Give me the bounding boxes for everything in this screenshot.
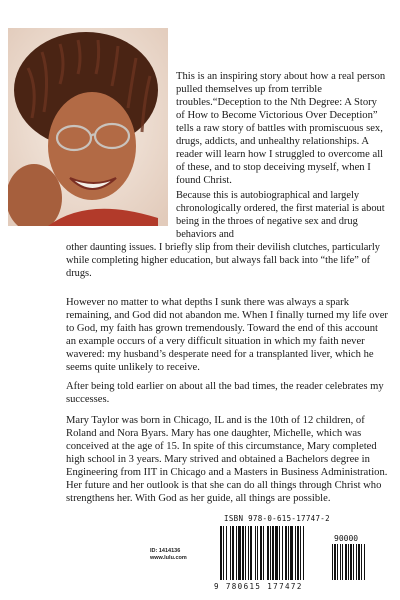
price-addon-bar (332, 544, 333, 580)
price-addon-bar (340, 544, 341, 580)
barcode-bar (248, 526, 249, 580)
publisher-id-number: ID: 1414136 (150, 548, 181, 554)
chronology-paragraph-rest: other daunting issues. I briefly slip from their devilish clutches, particularly while completing higher education, but always fall back into “the life” of drugs. (66, 242, 380, 279)
barcode-bar (250, 526, 252, 580)
barcode-bar (257, 526, 258, 580)
barcode-bar (270, 526, 271, 580)
chronology-paragraph (66, 189, 390, 280)
barcode-bar (285, 526, 287, 580)
barcode-bar (275, 526, 278, 580)
price-addon-bar (364, 544, 365, 580)
barcode-bar (242, 526, 244, 580)
price-addon-bar (348, 544, 349, 580)
isbn-barcode (208, 514, 392, 594)
price-addon-bar (342, 544, 343, 580)
barcode-bar (290, 526, 293, 580)
chronology-paragraph-lead: Because this is autobiographical and largely chronologically ordered, the first material is about being in the throes of negative sex and drug behaviors and (176, 190, 385, 240)
barcode-bar (260, 526, 262, 580)
barcode-bar (303, 526, 304, 580)
barcode-bar (263, 526, 264, 580)
intro-paragraph: This is an inspiring story about how a real person pulled themselves up from terrible troubles.“Deception to the Nth Degree: A Story of How to Become Victorious Over Deception” tells a raw story of battles with promiscuous sex, drugs, addicts, and unhealthy relationships. A reader will learn how I struggled to overcome all of these, and to stop deceiving myself, when I found Christ. (176, 71, 386, 186)
price-addon-bar (334, 544, 336, 580)
barcode-bar (238, 526, 241, 580)
barcode-bar (279, 526, 280, 580)
barcode-bar (230, 526, 231, 580)
barcode-bar (272, 526, 274, 580)
publisher-id (150, 548, 210, 562)
barcode-bar (288, 526, 289, 580)
barcode-bar (223, 526, 224, 580)
price-addon-bar (358, 544, 360, 580)
barcode-bar (295, 526, 296, 580)
ean-digits: 9 780615 177472 (214, 582, 303, 591)
price-addon-bar (353, 544, 354, 580)
price-code: 90000 (334, 534, 359, 543)
publisher-website: www.lulu.com (150, 555, 187, 561)
barcode-bar (267, 526, 269, 580)
author-bio-paragraph: Mary Taylor was born in Chicago, IL and is the 10th of 12 children, of Roland and Nora Byars. Mary has one daughter, Michelle, which was conceived at the age of 15. In spite of this circumstance, Mary completed high school in 3 years. Mary strived and obtained a Bachelors degree in Engineering from IIT in Chicago and a Masters in Business Administration. Her future and her outlook is that she can do all things through Christ who strengthens her. With God as her guide, all things are possible. (66, 415, 388, 504)
price-addon-bar (361, 544, 362, 580)
successes-paragraph: After being told earlier on about all the bad times, the reader celebrates my successes. (66, 381, 384, 405)
barcode-bar (245, 526, 246, 580)
isbn-label: ISBN 978-0-615-17747-2 (224, 514, 330, 523)
price-addon-bar (350, 544, 352, 580)
barcode-bar (226, 526, 227, 580)
barcode-bar (236, 526, 237, 580)
barcode-bar (232, 526, 234, 580)
price-addon-bar (337, 544, 338, 580)
barcode-bar (282, 526, 283, 580)
barcode-bar (297, 526, 299, 580)
barcode-bar (220, 526, 222, 580)
price-addon-bar (356, 544, 357, 580)
barcode-bar (255, 526, 256, 580)
barcode-bar (300, 526, 301, 580)
barcode-bars (220, 526, 392, 582)
price-addon-bar (345, 544, 347, 580)
faith-paragraph: However no matter to what depths I sunk there was always a spark remaining, and God did not abandon me. When I finally turned my life over to God, my faith has grown tremendously. Toward the end of this account an example occurs of a very difficult situation in which my faith never wavered: my husband’s desperate need for a transplanted liver, which he seems quite unlikely to receive. (66, 297, 388, 373)
